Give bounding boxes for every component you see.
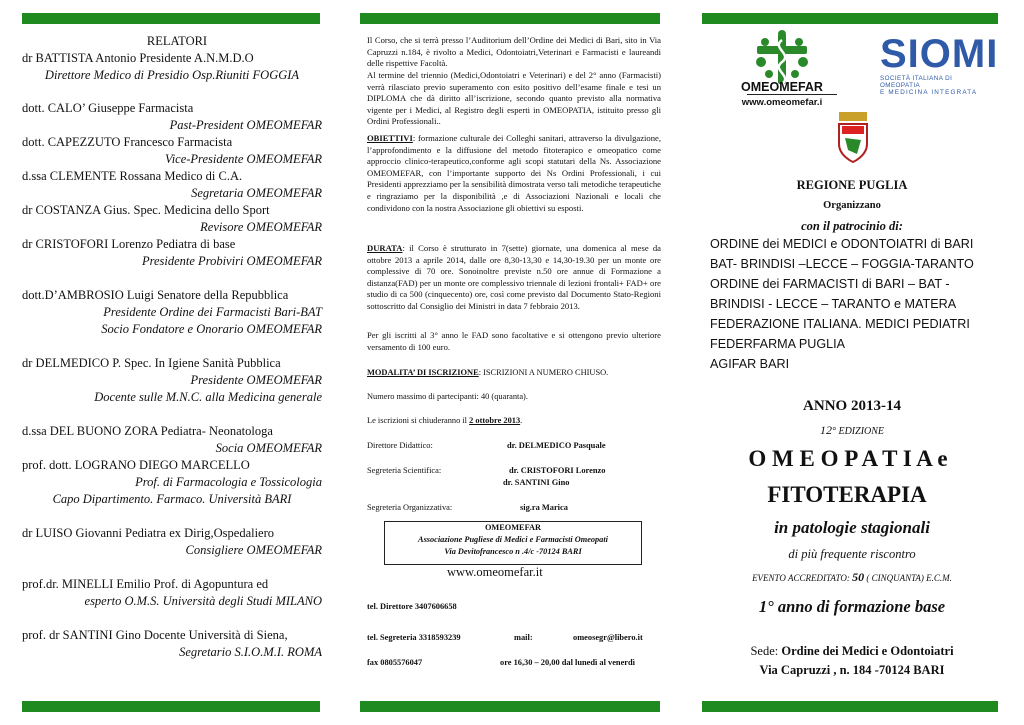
patron-line: BAT- BRINDISI –LECCE – FOGGIA-TARANTO xyxy=(710,257,974,271)
relatore-line: Prof. di Farmacologia e Tossicologia xyxy=(135,475,322,489)
website-link[interactable]: www.omeomefar.it xyxy=(447,565,543,579)
durata-paragraph: DURATA: il Corso è strutturato in 7(sette) giornate, una domenica al mese da ottobre 2013 a aprile 2014, dalle ore 8,30-13,30 e 14,30-19.30 per un monte ore complessive di 70 ore. Sonoinoltre previste n.50 ore annue di Formazione a distanza(FAD) per un monte ore complessivo triennale di lezioni frontali+ FAD+ ore studio di ca 500 (cinquecento) ore, così come previsto dal Documento Stato-Regioni sottoscritto dal Consiglio dei Ministri in data 7 febbraio 2013. xyxy=(367,243,661,311)
patron-line: AGIFAR BARI xyxy=(710,357,790,371)
box-line: Via Devitofrancesco n .4/c -70124 BARI xyxy=(444,547,582,556)
omeomefar-logo-url: www.omeomefar.i xyxy=(741,97,823,108)
course-info-panel: Il Corso, che si terrà presso l’Auditorium dell’Ordine dei Medici di Bari, sito in Via Capruzzi n.184, è rivolto a Medici, Odontoiatri,Veterinari e Farmacisti e laureandi delle rispettive Facoltà. Al termine del triennio (Medici,Odontoiatri e Veterinari) e del 2° anno (Farmacisti) verrà rilasciato previo superamento con esito positivo dell’esame finale e tesi un DIPLOMA che dà diritto all’iscrizione, secondo quanto previsto alla normativa vigente per i Medici, al Registro degli esperti in OMEOPATIA, istituito presso gli Ordini Professionali.. OBIETTIVI: formazione culturale dei Colleghi sanitari, attraverso la divulgazione, l’approfondimento e la diffusione del metodo fitoterapico e omeopatico come approccio clinico-terapeutico,conforme agli scopi statutari della Ns. Associazione OMEOMEFAR, con l’importante supporto dei Ns Ordini Professionali, i cui Presidenti apprezziamo per la sensibilità dimostrata verso tali metodiche terapeutiche e ringraziamo per la disponibilità ,e di Associazioni Nazionali e locali che condividono con la nostra Associazione gli obiettivi su esposti. DURATA: il Corso è strutturato in 7(sette) giornate, una domenica al mese da ottobre 2013 a aprile 2014, dalle ore 8,30-13,30 e 14,30-19.30 per un monte ore complessive di 70 ore. Sonoinoltre previste n.50 ore annue di Formazione a distanza(FAD) per un monte ore complessivo triennale di lezioni frontali+ FAD+ ore studio di ca 500 (cinquecento) ore, così come previsto dal Documento Stato-Regioni sottoscritto dal Consiglio dei Ministri in data 7 febbraio 2013. Per gli iscritti al 3° anno le FAD sono facoltative e si ottengono previo ulteriore versamento di 100 euro. MODALITA’ DI ISCRIZIONE: ISCRIZIONI A NUMERO CHIUSO. Numero massimo di partecipanti: 40 (quaranta). Le iscrizioni si chiuderanno il 2 ottobre 2013. Direttore Didattico: dr. DELMEDICO Pasquale Segreteria Scientifica: dr. CRISTOFORI Lorenzo dr. SANTINI Gino Segreteria Organizzativa: sig.ra Marica OMEOMEFAR Associazione Pugliese di Medici e Farmacisti Omeopati Via Devitofrancesco n .4/c -70124 BARI www.omeomefar.it tel. Direttore 3407606658 tel. Segreteria 3318593239 mail: omeosegr@libero.it fax 0805576047 ore 16,30 – 20,00 dal lunedì al venerdì xyxy=(367,35,661,667)
title-omeopatia: O M E O P A T I A e xyxy=(748,446,948,471)
relatore-line: Past-President OMEOMEFAR xyxy=(169,118,322,132)
relatore-line: prof.dr. MINELLI Emilio Prof. di Agopuntura ed xyxy=(22,577,269,591)
subtitle-riscontro: di più frequente riscontro xyxy=(788,547,916,561)
omeomefar-logo-name: OMEOMEFAR xyxy=(741,80,823,94)
title-fitoterapia: FITOTERAPIA xyxy=(767,482,927,507)
box-title: OMEOMEFAR xyxy=(484,523,542,532)
relatore-line: Direttore Medico di Presidio Osp.Riuniti FOGGIA xyxy=(44,68,300,82)
siomi-logo-line: SOCIETÀ ITALIANA DI OMEOPATIA xyxy=(880,75,953,89)
venue-address: Via Capruzzi , n. 184 -70124 BARI xyxy=(759,663,945,677)
relatore-line: dr BATTISTA Antonio Presidente A.N.M.D.O xyxy=(22,51,254,65)
relatori-panel xyxy=(22,0,322,725)
max-participants: Numero massimo di partecipanti: 40 (quaranta). xyxy=(367,392,528,401)
region-title: REGIONE PUGLIA xyxy=(796,178,908,192)
relatore-line: Socia OMEOMEFAR xyxy=(215,441,322,455)
regione-puglia-crest-icon xyxy=(836,112,870,164)
relatore-line: prof. dr SANTINI Gino Docente Università di Siena, xyxy=(22,628,288,642)
intro-paragraph: Il Corso, che si terrà presso l’Auditorium dell’Ordine dei Medici di Bari, sito in Via Capruzzi n.184, è rivolto a Medici, Odontoiatri,Veterinari e Farmacisti e laureandi delle rispettive Facoltà. xyxy=(367,35,661,69)
siomi-logo-name: SIOMI xyxy=(880,32,999,76)
siomi-logo-line: E MEDICINA INTEGRATA xyxy=(880,89,978,96)
edition-label: 12° EDIZIONE xyxy=(819,423,885,437)
patronage-label: con il patrocinio di: xyxy=(801,219,903,233)
patron-line: ORDINE dei FARMACISTI di BARI – BAT - xyxy=(710,277,950,291)
relatore-line: dott. CALO’ Giuseppe Farmacista xyxy=(22,101,194,115)
relatore-line: Socio Fondatore e Onorario OMEOMEFAR xyxy=(101,322,322,336)
relatore-line: dr COSTANZA Gius. Spec. Medicina dello Sport xyxy=(22,203,270,217)
patron-line: FEDERAZIONE ITALIANA. MEDICI PEDIATRI xyxy=(710,317,970,331)
relatore-line: Revisore OMEOMEFAR xyxy=(200,220,322,234)
relatore-line: dr LUISO Giovanni Pediatra ex Dirig,Ospedaliero xyxy=(22,526,275,540)
relatore-line: dr DELMEDICO P. Spec. In Igiene Sanità Pubblica xyxy=(22,356,281,370)
relatore-line: Presidente Ordine dei Farmacisti Bari-BAT xyxy=(103,305,322,319)
relatore-line: Consigliere OMEOMEFAR xyxy=(185,543,322,557)
obiettivi-paragraph: OBIETTIVI: formazione culturale dei Colleghi sanitari, attraverso la divulgazione, l’approfondimento e la diffusione del metodo fitoterapico e omeopatico come approccio clinico-terapeutico,conforme agli scopi statutari della Ns. Associazione OMEOMEFAR, con l’importante supporto dei Ns Ordini Professionali, i cui Presidenti apprezziamo per la sensibilità dimostrata verso tali metodiche terapeutiche e ringraziamo per la disponibilità ,e di Associazioni Nazionali e locali che condividono con la nostra Associazione gli obiettivi su esposti. xyxy=(367,133,661,213)
patron-line: ORDINE dei MEDICI e ODONTOIATRI di BARI xyxy=(710,237,974,251)
relatore-line: dott.D’AMBROSIO Luigi Senatore della Repubblica xyxy=(22,288,289,302)
organizers-label: Organizzano xyxy=(823,200,881,211)
modalita-line: MODALITA’ DI ISCRIZIONE: ISCRIZIONI A NUMERO CHIUSO. xyxy=(367,368,609,377)
venue-line: Sede: Ordine dei Medici e Odontoiatri xyxy=(750,644,954,658)
tel-direttore: tel. Direttore 3407606658 xyxy=(367,602,457,611)
relatore-line: Docente sulle M.N.C. alla Medicina generale xyxy=(94,390,322,404)
academic-year: ANNO 2013-14 xyxy=(803,398,901,414)
fad-note: Per gli iscritti al 3° anno le FAD sono facoltative e si ottengono previo ulteriore versamento di 100 euro. xyxy=(367,330,661,352)
relatore-line: d.ssa DEL BUONO ZORA Pediatra- Neonatologa xyxy=(22,424,273,438)
omeomefar-address-box xyxy=(384,521,642,565)
relatore-line: prof. dott. LOGRANO DIEGO MARCELLO xyxy=(22,458,250,472)
relatore-line: Vice-Presidente OMEOMEFAR xyxy=(164,152,322,166)
first-year-label: 1° anno di formazione base xyxy=(758,597,946,616)
relatore-line: dott. CAPEZZUTO Francesco Farmacista xyxy=(22,135,233,149)
siomi-logo xyxy=(880,32,999,96)
relatore-line: dr CRISTOFORI Lorenzo Pediatra di base xyxy=(22,237,236,251)
relatore-line: Segretario S.I.O.M.I. ROMA xyxy=(179,645,322,659)
box-line: Associazione Pugliese di Medici e Farmacisti Omeopati xyxy=(418,535,608,544)
relatori-title: RELATORI xyxy=(146,34,208,48)
relatore-line: esperto O.M.S. Università degli Studi MILANO xyxy=(84,594,322,608)
relatore-line: Capo Dipartimento. Farmaco. Università BARI xyxy=(52,492,292,506)
relatore-line: Segretaria OMEOMEFAR xyxy=(191,186,322,200)
relatore-line: Presidente OMEOMEFAR xyxy=(190,373,322,387)
subtitle-patologie: in patologie stagionali xyxy=(774,518,930,537)
cover-panel xyxy=(702,0,1002,725)
relatore-line: d.ssa CLEMENTE Rossana Medico di C.A. xyxy=(22,169,243,183)
ecm-accreditation: EVENTO ACCREDITATO: 50 ( CINQUANTA) E.C.M. xyxy=(752,570,952,584)
diploma-paragraph: Al termine del triennio (Medici,Odontoiatri e Veterinari) e del 2° anno (Farmacisti) verrà rilasciato previo superamento con esito positivo dell’esame finale e tesi un DIPLOMA che dà diritto all’iscrizione, secondo quanto previsto alla normativa vigente per i Medici, al Registro degli esperti in OMEOPATIA, istituito presso gli Ordini Professionali.. xyxy=(367,70,661,127)
patron-line: BRINDISI - LECCE – TARANTO e MATERA xyxy=(710,297,957,311)
omeomefar-logo xyxy=(727,30,837,112)
closing-date: Le iscrizioni si chiuderanno il 2 ottobre 2013. xyxy=(367,416,523,425)
patron-line: FEDERFARMA PUGLIA xyxy=(710,337,846,351)
relatore-line: Presidente Probiviri OMEOMEFAR xyxy=(141,254,322,268)
